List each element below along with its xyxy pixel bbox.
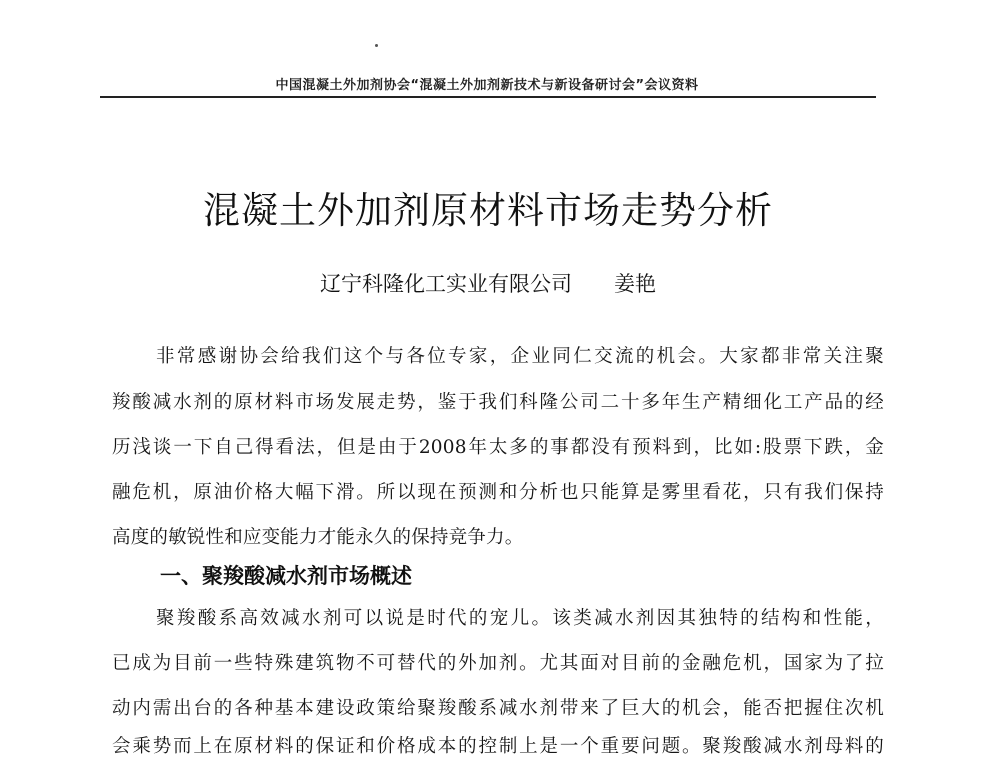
running-header: 中国混凝土外加剂协会“混凝土外加剂新技术与新设备研讨会”会议资料 xyxy=(275,78,699,93)
section-1-line-4: 会乘势而上在原材料的保证和价格成本的控制上是一个重要问题。聚羧酸减水剂母料的 xyxy=(112,736,884,757)
byline-organization: 辽宁科隆化工实业有限公司 xyxy=(320,272,572,296)
scan-speck xyxy=(375,44,378,47)
section-1-line-2: 已成为目前一些特殊建筑物不可替代的外加剂。尤其面对目前的金融危机，国家为了拉 xyxy=(112,653,884,674)
intro-line-1: 非常感谢协会给我们这个与各位专家，企业同仁交流的机会。大家都非常关注聚 xyxy=(156,346,884,367)
header-rule xyxy=(100,96,876,98)
document-title: 混凝土外加剂原材料市场走势分析 xyxy=(203,189,773,232)
section-heading-1: 一、聚羧酸减水剂市场概述 xyxy=(160,564,412,588)
intro-line-4: 融危机，原油价格大幅下滑。所以现在预测和分析也只能算是雾里看花，只有我们保持 xyxy=(112,482,884,503)
intro-line-5: 高度的敏锐性和应变能力才能永久的保持竞争力。 xyxy=(112,527,524,548)
intro-line-3: 历浅谈一下自己得看法，但是由于2008年太多的事都没有预料到，比如:股票下跌，金 xyxy=(112,437,884,458)
intro-line-2: 羧酸减水剂的原材料市场发展走势，鉴于我们科隆公司二十多年生产精细化工产品的经 xyxy=(112,392,884,413)
byline-author: 姜艳 xyxy=(614,272,656,296)
section-1-line-1: 聚羧酸系高效减水剂可以说是时代的宠儿。该类减水剂因其独特的结构和性能， xyxy=(156,608,884,629)
byline xyxy=(100,268,876,298)
section-1-line-3: 动内需出台的各种基本建设政策给聚羧酸系减水剂带来了巨大的机会，能否把握住次机 xyxy=(112,698,884,719)
